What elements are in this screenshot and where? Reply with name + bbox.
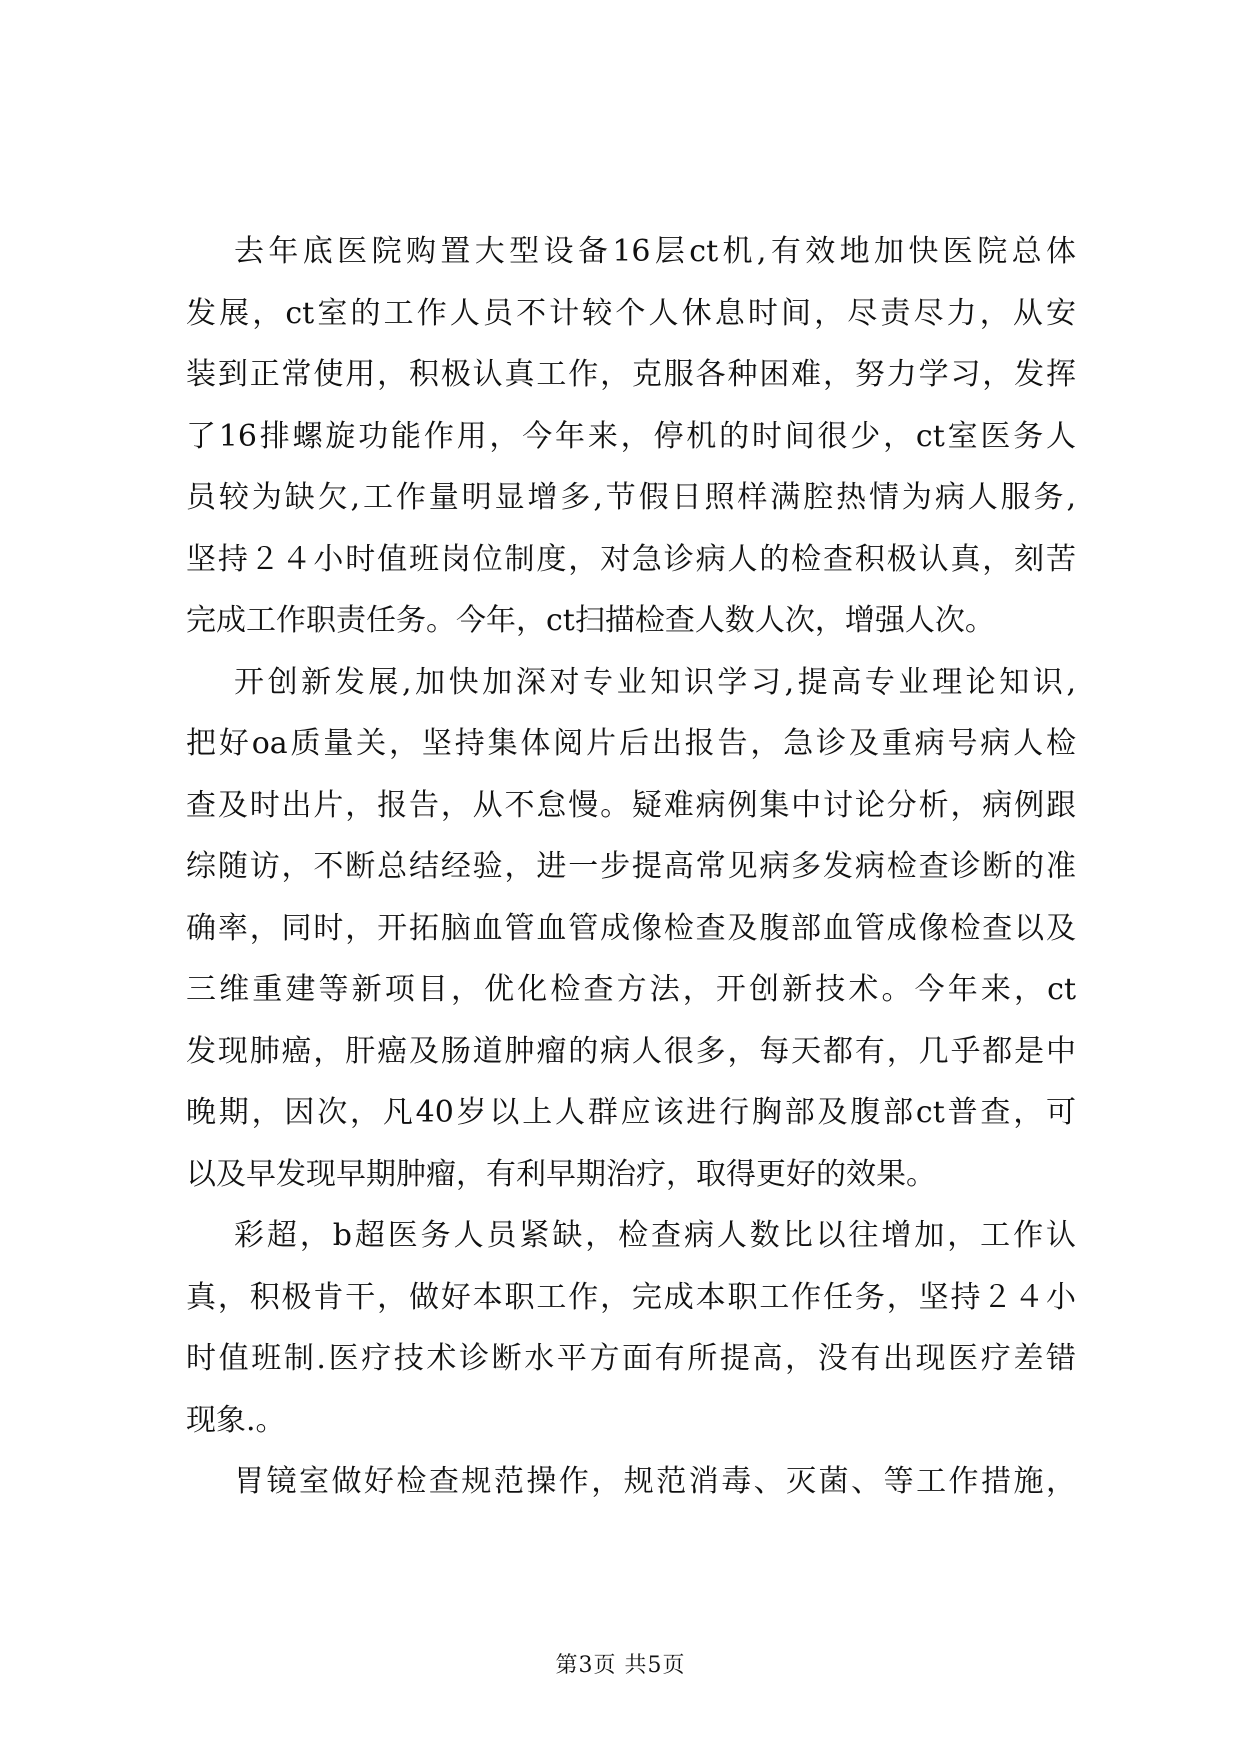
text-line: 把好oa质量关，坚持集体阅片后出报告，急诊及重病号病人检 xyxy=(186,726,1076,761)
body-text xyxy=(186,221,1076,1513)
page-number-label: 第3页 共5页 xyxy=(555,1653,686,1678)
text-line: 完成工作职责任务。今年，ct扫描检查人数人次，增强人次。 xyxy=(186,603,995,638)
text-line: 三维重建等新项目，优化检查方法，开创新技术。今年来，ct xyxy=(186,972,1076,1007)
text-line: 胃镜室做好检查规范操作，规范消毒、灭菌、等工作措施， xyxy=(234,1464,1076,1499)
text-line: 发展，ct室的工作人员不计较个人休息时间，尽责尽力，从安 xyxy=(186,295,1076,331)
text-line: 去年底医院购置大型设备16层ct机,有效地加快医院总体 xyxy=(234,234,1076,269)
text-line: 开创新发展,加快加深对专业知识学习,提高专业理论知识, xyxy=(234,664,1076,700)
paragraph-ct-room xyxy=(186,221,1076,652)
paragraph-gastroscopy xyxy=(186,1451,1076,1513)
text-line: 以及早发现早期肿瘤，有利早期治疗，取得更好的效果。 xyxy=(186,1156,936,1192)
text-line: 了16排螺旋功能作用，今年来，停机的时间很少，ct室医务人 xyxy=(186,418,1076,454)
text-line: 真，积极肯干，做好本职工作，完成本职工作任务，坚持２４小 xyxy=(186,1279,1076,1315)
text-line: 装到正常使用，积极认真工作，克服各种困难，努力学习，发挥 xyxy=(186,357,1076,392)
paragraph-ultrasound xyxy=(186,1205,1076,1451)
text-line: 晚期，因次，凡40岁以上人群应该进行胸部及腹部ct普查，可 xyxy=(186,1095,1076,1130)
paragraph-innovation xyxy=(186,652,1076,1206)
text-line: 时值班制.医疗技术诊断水平方面有所提高，没有出现医疗差错 xyxy=(186,1341,1076,1376)
text-line: 彩超，b超医务人员紧缺，检查病人数比以往增加，工作认 xyxy=(234,1218,1076,1253)
text-line: 确率，同时，开拓脑血管血管成像检查及腹部血管成像检查以及 xyxy=(186,910,1076,946)
text-line: 查及时出片，报告，从不怠慢。疑难病例集中讨论分析，病例跟 xyxy=(186,787,1076,823)
text-line: 坚持２４小时值班岗位制度，对急诊病人的检查积极认真，刻苦 xyxy=(186,541,1076,577)
page-footer xyxy=(0,1648,1241,1679)
text-line: 综随访，不断总结经验，进一步提高常见病多发病检查诊断的准 xyxy=(186,849,1076,884)
text-line: 员较为缺欠,工作量明显增多,节假日照样满腔热情为病人服务, xyxy=(186,480,1076,515)
text-line: 发现肺癌，肝癌及肠道肿瘤的病人很多，每天都有，几乎都是中 xyxy=(186,1033,1076,1069)
text-line: 现象.。 xyxy=(186,1402,286,1438)
